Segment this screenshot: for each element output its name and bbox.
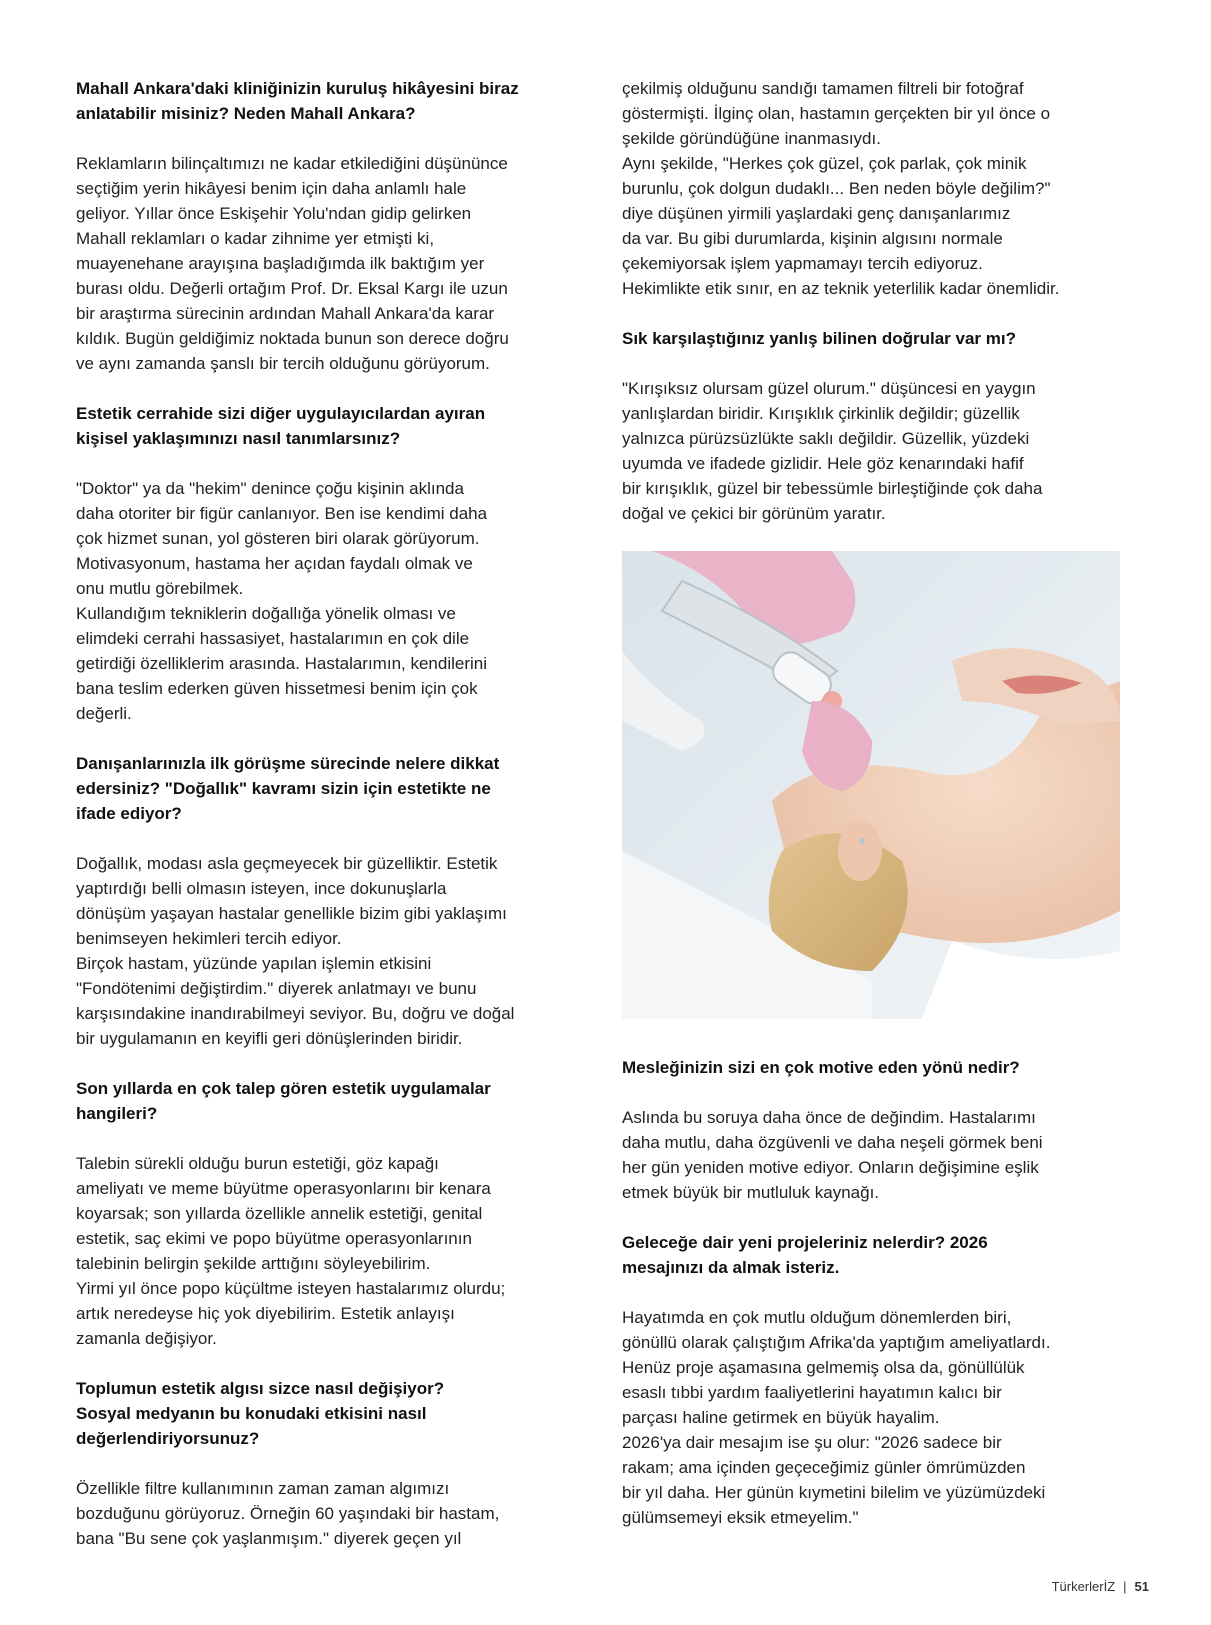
answer-line: onu mutlu görebilmek.: [76, 579, 244, 598]
answer-line: Kullandığım tekniklerin doğallığa yönelik olması ve: [76, 604, 456, 623]
answer-text: [622, 376, 1134, 526]
answer-paragraph: [76, 151, 588, 376]
question-line: Sosyal medyanın bu konudaki etkisini nasıl: [76, 1404, 427, 1423]
answer-line: Aynı şekilde, "Herkes çok güzel, çok parlak, çok minik: [622, 154, 1027, 173]
question-heading: [622, 1230, 1134, 1280]
answer-line: benimseyen hekimleri tercih ediyor.: [76, 929, 342, 948]
answer-line: Aslında bu soruya daha önce de değindim. Hastalarımı: [622, 1108, 1036, 1127]
answer-line: burası oldu. Değerli ortağım Prof. Dr. Eksal Kargı ile uzun: [76, 279, 508, 298]
question-heading: [622, 326, 1134, 351]
answer-line: elimdeki cerrahi hassasiyet, hastalarımın en çok dile: [76, 629, 470, 648]
answer-paragraph: [76, 476, 588, 601]
question-line: Mesleğinizin sizi en çok motive eden yönü nedir?: [622, 1058, 1020, 1077]
question-line: ifade ediyor?: [76, 804, 182, 823]
question-line: anlatabilir misiniz? Neden Mahall Ankara?: [76, 104, 416, 123]
answer-line: da var. Bu gibi durumlarda, kişinin algısını normale: [622, 229, 1003, 248]
answer-line: kıldık. Bugün geldiğimiz noktada bunun son derece doğru: [76, 329, 509, 348]
left-column: [76, 76, 588, 1576]
answer-text: [622, 76, 1134, 301]
page-footer: [1052, 1579, 1149, 1594]
answer-line: bir yıl daha. Her günün kıymetini bilelim ve yüzümüzdeki: [622, 1483, 1046, 1502]
answer-line: estetik, saç ekimi ve popo büyütme operasyonlarının: [76, 1229, 472, 1248]
answer-line: ameliyatı ve meme büyütme operasyonlarını bir kenara: [76, 1179, 491, 1198]
answer-paragraph: [76, 1276, 588, 1351]
answer-line: burunlu, çok dolgun dudaklı... Ben neden böyle değilim?": [622, 179, 1051, 198]
answer-text: [76, 1151, 588, 1351]
question-heading: [76, 76, 588, 126]
question-line: edersiniz? "Doğallık" kavramı sizin için estetikte ne: [76, 779, 491, 798]
answer-line: Henüz proje aşamasına gelmemiş olsa da, gönüllülük: [622, 1358, 1025, 1377]
page-number: 51: [1134, 1579, 1149, 1594]
answer-line: "Fondötenimi değiştirdim." diyerek anlatmayı ve bunu: [76, 979, 477, 998]
answer-paragraph: [76, 1151, 588, 1276]
answer-line: Birçok hastam, yüzünde yapılan işlemin etkisini: [76, 954, 432, 973]
answer-line: bir uygulamanın en keyifli geri dönüşlerinden biridir.: [76, 1029, 463, 1048]
question-line: Toplumun estetik algısı sizce nasıl değişiyor?: [76, 1379, 445, 1398]
answer-line: doğal ve çekici bir görünüm yaratır.: [622, 504, 886, 523]
question-line: hangileri?: [76, 1104, 158, 1123]
question-line: Estetik cerrahide sizi diğer uygulayıcılardan ayıran: [76, 404, 486, 423]
question-heading: [76, 401, 588, 451]
answer-line: yanlışlardan biridir. Kırışıklık çirkinlik değildir; güzellik: [622, 404, 1020, 423]
answer-line: parçası haline getirmek en büyük hayalim.: [622, 1408, 940, 1427]
answer-line: Doğallık, modası asla geçmeyecek bir güzelliktir. Estetik: [76, 854, 498, 873]
answer-line: "Doktor" ya da "hekim" denince çoğu kişinin aklında: [76, 479, 464, 498]
question-line: Sık karşılaştığınız yanlış bilinen doğrular var mı?: [622, 329, 1016, 348]
answer-line: Hayatımda en çok mutlu olduğum dönemlerden biri,: [622, 1308, 1012, 1327]
question-line: kişisel yaklaşımınızı nasıl tanımlarsınız?: [76, 429, 401, 448]
answer-line: yalnızca pürüzsüzlükte saklı değildir. Güzellik, yüzdeki: [622, 429, 1030, 448]
answer-line: "Kırışıksız olursam güzel olurum." düşüncesi en yaygın: [622, 379, 1036, 398]
answer-text: [622, 1305, 1134, 1530]
answer-paragraph: [76, 951, 588, 1051]
question-heading: [76, 1376, 588, 1451]
question-line: Mahall Ankara'daki kliniğinizin kuruluş hikâyesini biraz: [76, 79, 519, 98]
answer-line: bozduğunu görüyoruz. Örneğin 60 yaşındaki bir hastam,: [76, 1504, 500, 1523]
answer-line: bir araştırma sürecinin ardından Mahall Ankara'da karar: [76, 304, 495, 323]
answer-line: göstermişti. İlginç olan, hastamın gerçekten bir yıl önce o: [622, 104, 1051, 123]
answer-line: ve aynı zamanda şanslı bir tercih olduğunu görüyorum.: [76, 354, 490, 373]
answer-paragraph: [622, 276, 1134, 301]
answer-line: diye düşünen yirmili yaşlardaki genç danışanlarımız: [622, 204, 1011, 223]
answer-line: Hekimlikte etik sınır, en az teknik yeterlilik kadar önemlidir.: [622, 279, 1060, 298]
answer-line: uyumda ve ifadede gizlidir. Hele göz kenarındaki hafif: [622, 454, 1024, 473]
question-heading: [76, 1076, 588, 1126]
answer-line: Mahall reklamları o kadar zihnime yer etmişti ki,: [76, 229, 435, 248]
answer-line: Talebin sürekli olduğu burun estetiği, göz kapağı: [76, 1154, 439, 1173]
answer-line: gülümsemeyi eksik etmeyelim.": [622, 1508, 859, 1527]
answer-line: çekemiyorsak işlem yapmamayı tercih ediyoruz.: [622, 254, 983, 273]
answer-line: Özellikle filtre kullanımının zaman zaman algımızı: [76, 1479, 450, 1498]
article-photo: [622, 551, 1120, 1019]
question-heading: [622, 1055, 1134, 1080]
answer-line: gönüllü olarak çalıştığım Afrika'da yaptığım ameliyatlardı.: [622, 1333, 1051, 1352]
answer-line: çekilmiş olduğunu sandığı tamamen filtreli bir fotoğraf: [622, 79, 1024, 98]
answer-line: Yirmi yıl önce popo küçültme isteyen hastalarımız olurdu;: [76, 1279, 506, 1298]
question-line: değerlendiriyorsunuz?: [76, 1429, 260, 1448]
footer-separator: |: [1123, 1579, 1127, 1594]
answer-text: [76, 151, 588, 376]
right-column-bottom: [622, 1055, 1134, 1530]
answer-line: 2026'ya dair mesajım ise şu olur: "2026 sadece bir: [622, 1433, 1002, 1452]
answer-paragraph: [76, 851, 588, 951]
question-line: mesajınızı da almak isteriz.: [622, 1258, 840, 1277]
answer-line: talebinin belirgin şekilde arttığını söyleyebilirim.: [76, 1254, 431, 1273]
answer-text: [76, 476, 588, 726]
answer-line: şekilde göründüğüne inanmasıydı.: [622, 129, 881, 148]
answer-line: değerli.: [76, 704, 132, 723]
answer-paragraph: [76, 601, 588, 726]
answer-paragraph: [622, 1430, 1134, 1530]
answer-line: bana "Bu sene çok yaşlanmışım." diyerek geçen yıl: [76, 1529, 462, 1548]
right-column-top: [622, 76, 1134, 526]
magazine-name: TürkerlerİZ: [1051, 1579, 1116, 1594]
facial-treatment-illustration: [622, 551, 1120, 1019]
answer-paragraph: [622, 376, 1134, 526]
answer-line: dönüşüm yaşayan hastalar genellikle bizim gibi yaklaşımı: [76, 904, 507, 923]
question-line: Son yıllarda en çok talep gören estetik uygulamalar: [76, 1079, 491, 1098]
answer-text: [76, 851, 588, 1051]
answer-line: geliyor. Yıllar önce Eskişehir Yolu'ndan gidip gelirken: [76, 204, 472, 223]
answer-paragraph: [622, 1305, 1134, 1430]
answer-line: yaptırdığı belli olmasın isteyen, ince dokunuşlarla: [76, 879, 447, 898]
answer-line: daha mutlu, daha özgüvenli ve daha neşeli görmek beni: [622, 1133, 1043, 1152]
answer-line: bana teslim ederken güven hissetmesi benim için çok: [76, 679, 478, 698]
answer-paragraph: [622, 1105, 1134, 1205]
question-line: Danışanlarınızla ilk görüşme sürecinde nelere dikkat: [76, 754, 500, 773]
answer-line: daha otoriter bir figür canlanıyor. Ben ise kendimi daha: [76, 504, 488, 523]
answer-line: seçtiğim yerin hikâyesi benim için daha anlamlı hale: [76, 179, 467, 198]
answer-line: çok hizmet sunan, yol gösteren biri olarak görüyorum.: [76, 529, 480, 548]
answer-text: [622, 1105, 1134, 1205]
answer-text: [76, 1476, 588, 1551]
answer-line: artık neredeyse hiç yok diyebilirim. Estetik anlayışı: [76, 1304, 455, 1323]
answer-paragraph: [76, 1476, 588, 1551]
answer-line: Reklamların bilinçaltımızı ne kadar etkilediğini düşününce: [76, 154, 508, 173]
answer-line: karşısındakine inandırabilmeyi seviyor. Bu, doğru ve doğal: [76, 1004, 515, 1023]
question-heading: [76, 751, 588, 826]
answer-line: Motivasyonum, hastama her açıdan faydalı olmak ve: [76, 554, 473, 573]
answer-line: getirdiği özelliklerim arasında. Hastalarımın, kendilerini: [76, 654, 488, 673]
right-column: [622, 76, 1134, 1555]
answer-line: esaslı tıbbi yardım faaliyetlerini hayatımın kalıcı bir: [622, 1383, 1002, 1402]
answer-line: bir kırışıklık, güzel bir tebessümle birleştiğinde çok daha: [622, 479, 1043, 498]
answer-line: etmek büyük bir mutluluk kaynağı.: [622, 1183, 880, 1202]
question-line: Geleceğe dair yeni projeleriniz nelerdir? 2026: [622, 1233, 988, 1252]
answer-paragraph: [622, 151, 1134, 276]
answer-line: her gün yeniden motive ediyor. Onların değişimine eşlik: [622, 1158, 1039, 1177]
answer-line: muayenehane arayışına başladığımda ilk baktığım yer: [76, 254, 485, 273]
answer-paragraph: [622, 76, 1134, 151]
answer-line: zamanla değişiyor.: [76, 1329, 217, 1348]
answer-line: rakam; ama içinden geçeceğimiz günler ömrümüzden: [622, 1458, 1026, 1477]
answer-line: koyarsak; son yıllarda özellikle annelik estetiği, genital: [76, 1204, 483, 1223]
